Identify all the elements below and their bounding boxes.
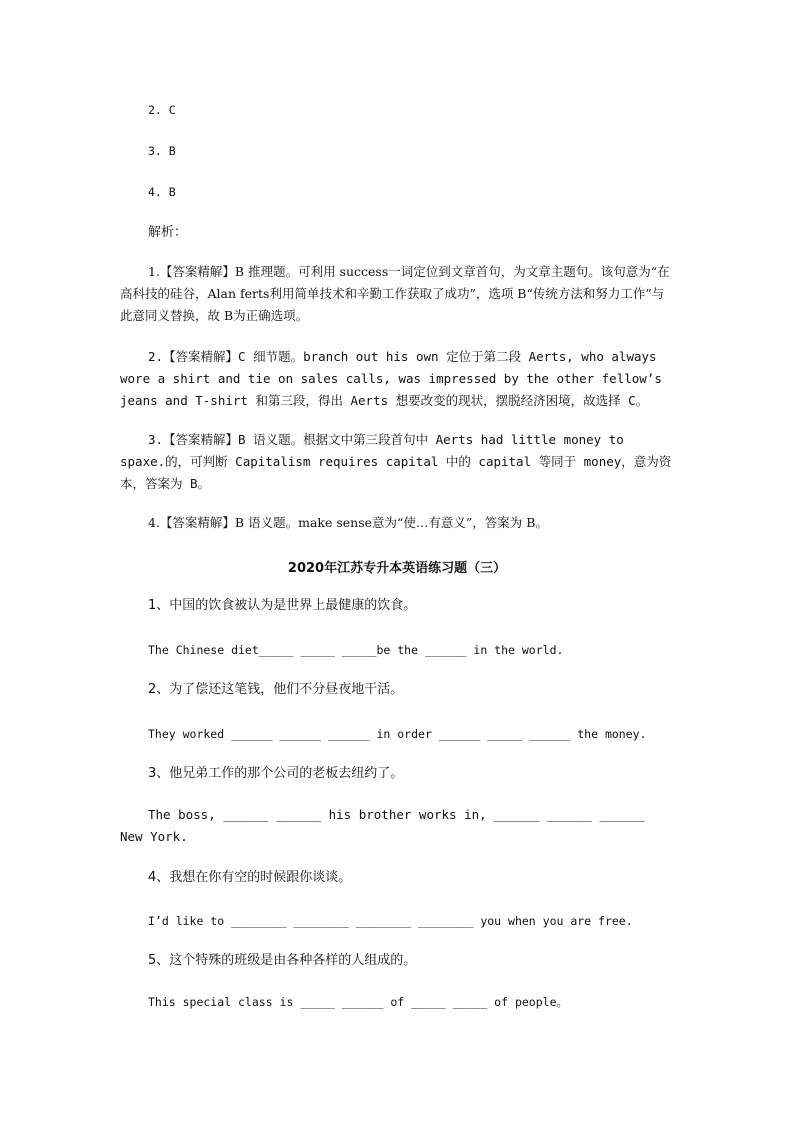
- explanation-text: 4.【答案精解】B 语义题。make sense意为“使…有意义”，答案为 B。: [148, 515, 548, 530]
- explanation-text: 1.【答案精解】B 推理题。可利用 success一词定位到文章首句，为文章主题句。该句意为“在高科技的硅谷，Alan ferts利用简单技术和辛勤工作获取了成功”，选项 B“传统方法和努力工作”与此意同义替换，故 B为正确选项。: [120, 264, 670, 323]
- exercise-prompt: 4、我想在你有空的时候跟你谈谈。: [148, 870, 352, 885]
- exercise-prompt: 2、为了偿还这笔钱，他们不分昼夜地干活。: [148, 682, 404, 697]
- exercise-prompt: 5、这个特殊的班级是由各种各样的人组成的。: [148, 953, 417, 968]
- exercise-sentence: They worked ______ ______ ______ in order ______ _____ ______ the money.: [148, 727, 647, 741]
- explanation-paragraph: [120, 346, 674, 412]
- explanation-text: 3.【答案精解】B 语义题。根据文中第三段首句中 Aerts had little money to spaxe.的，可判断 Capitalism requires capital 中的 capital 等同于 money，意为资本，答案为 B。: [120, 432, 672, 491]
- exercise-sentence: The boss, ______ ______ his brother works in, ______ ______ ______ New York.: [120, 807, 645, 844]
- explanation-text: 2.【答案精解】C 细节题。branch out his own 定位于第二段 Aerts, who always wore a shirt and tie on sales calls, was impressed by the other fellow’s jeans and T-shirt 和第三段，得出 Aerts 想要改变的现状，摆脱经济困境，故选择 C。: [120, 349, 662, 408]
- exercise-prompt: 3、他兄弟工作的那个公司的老板去纽约了。: [148, 766, 404, 781]
- explanation-paragraph: [120, 429, 674, 495]
- answer-line: 4. B: [148, 185, 176, 199]
- analysis-heading: 解析：: [148, 225, 188, 240]
- exercise-prompt: 1、中国的饮食被认为是世界上最健康的饮食。: [148, 598, 417, 613]
- explanation-paragraph: [120, 261, 674, 327]
- exercise-sentence: This special class is _____ ______ of _____ _____ of people。: [148, 995, 568, 1009]
- explanation-paragraph: [120, 512, 674, 534]
- section-title: 2020年江苏专升本英语练习题（三）: [287, 561, 507, 576]
- exercise-sentence: I’d like to ________ ________ ________ ________ you when you are free.: [148, 914, 633, 928]
- answer-line: 2. C: [148, 103, 176, 117]
- exercise-sentence: The Chinese diet_____ _____ _____be the ______ in the world.: [148, 643, 564, 657]
- answer-line: 3. B: [148, 144, 176, 158]
- exercise-sentence-wrap: [120, 804, 674, 848]
